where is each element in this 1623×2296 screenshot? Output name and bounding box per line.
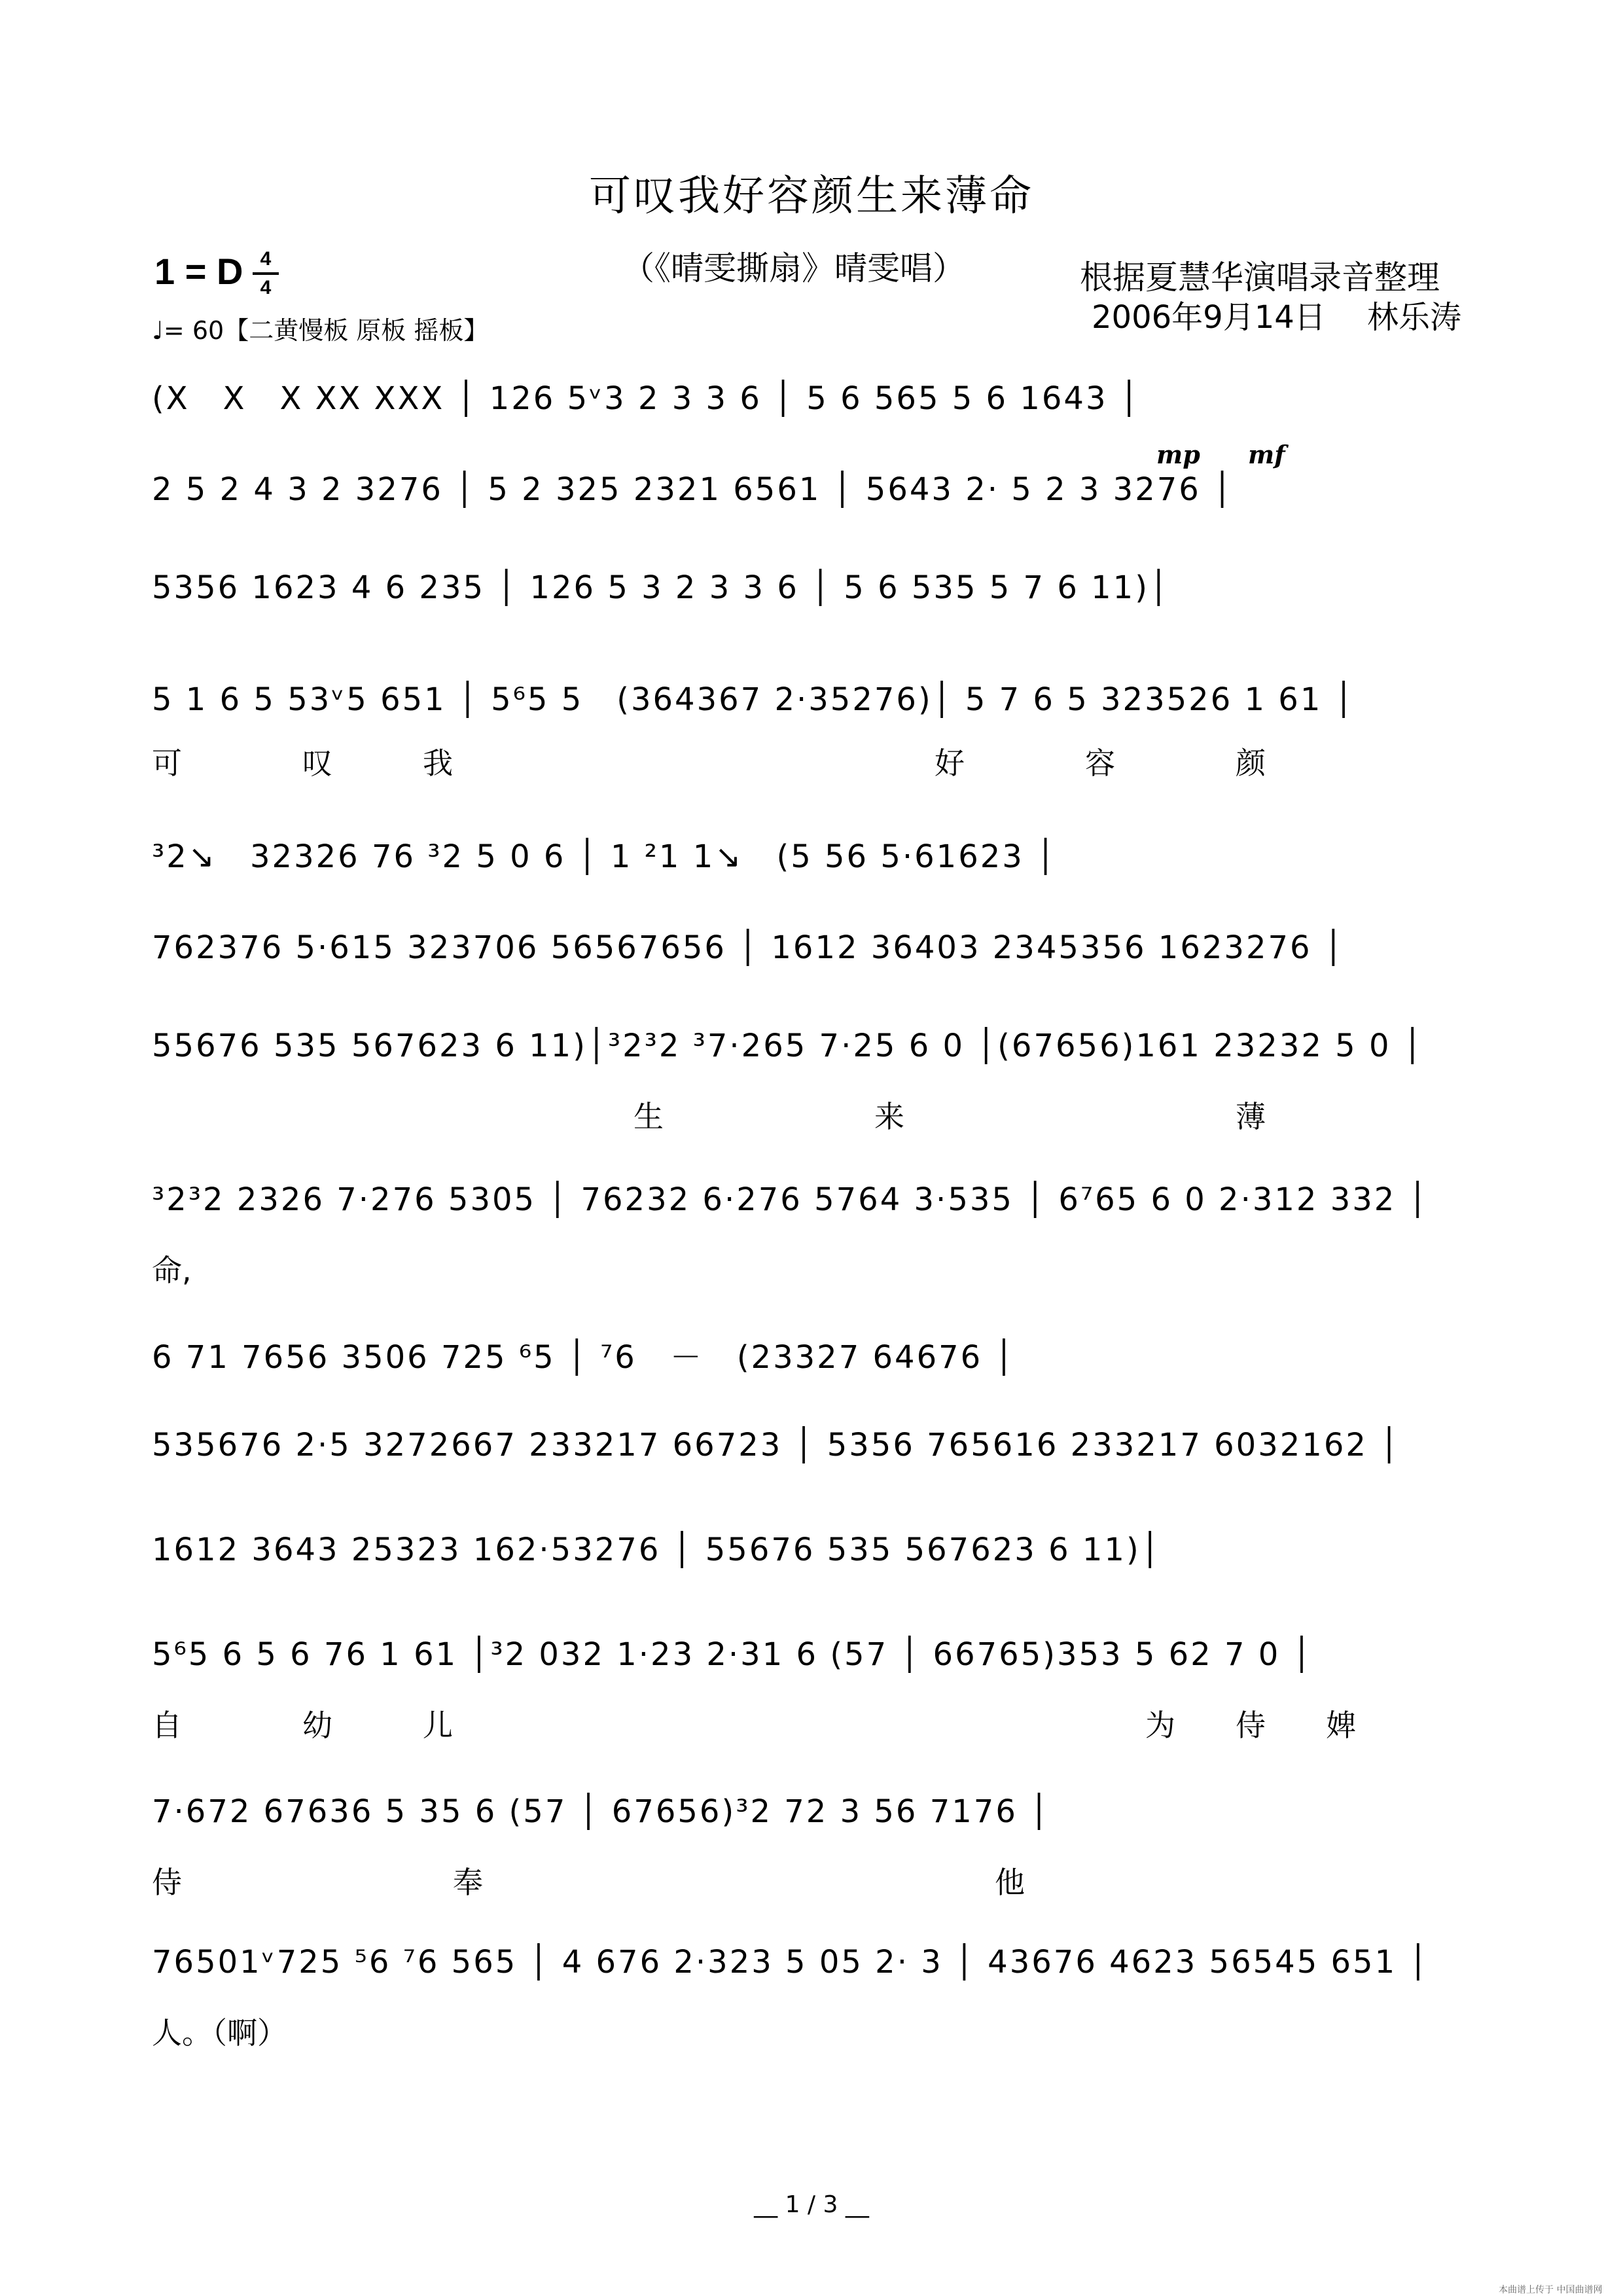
- jianpu-notes: 5 1 6 5 53ᵛ5 651 │ 5⁶5 5 (364367 2·35276)│ 5 7 6 5 323526 1 61 │: [152, 681, 1355, 718]
- page-number: __ 1 / 3 __: [754, 2191, 869, 2218]
- watermark-stamp: 本曲谱上传于 中国曲谱网: [1499, 2285, 1603, 2295]
- lyrics-line: 自 幼 儿 为 侍 婢: [152, 1708, 1356, 1743]
- lyrics-line: 侍 奉 他: [152, 1865, 1025, 1900]
- notation-line: [152, 1636, 1480, 1767]
- notation-line: [152, 1793, 1480, 1924]
- jianpu-notes: 2 5 2 4 3 2 3276 │ 5 2 325 2321 6561 │ 5643 2· 5 2 3 3276 │: [152, 471, 1234, 508]
- date-author: 2006年9月14日 林乐涛: [1092, 299, 1462, 336]
- jianpu-notes: 762376 5·615 323706 56567656 │ 1612 36403 2345356 1623276 │: [152, 929, 1345, 966]
- tempo-marking: ♩= 60【二黄慢板 原板 摇板】: [152, 316, 489, 345]
- page-number-text: 1 / 3: [785, 2191, 838, 2218]
- score-title: 可叹我好容颜生来薄命: [589, 172, 1034, 221]
- notation-line: [152, 1181, 1480, 1312]
- jianpu-notes: 5⁶5 6 5 6 76 1 61 │³2 032 1·23 2·31 6 (57 │ 66765)353 5 62 7 0 │: [152, 1636, 1313, 1673]
- dynamic-mp: mp: [1156, 440, 1200, 469]
- jianpu-notes: ³2³2 2326 7·276 5305 │ 76232 6·276 5764 3·535 │ 6⁷65 6 0 2·312 332 │: [152, 1181, 1429, 1218]
- time-signature-top: 4: [260, 248, 272, 270]
- jianpu-notes: 5356 1623 4 6 235 │ 126 5 3 2 3 3 6 │ 5 6 535 5 7 6 11)│: [152, 569, 1170, 606]
- jianpu-notes: 1612 3643 25323 162·53276 │ 55676 535 567623 6 11)│: [152, 1532, 1162, 1568]
- jianpu-notes: 76501ᵛ725 ⁵6 ⁷6 565 │ 4 676 2·323 5 05 2· 3 │ 43676 4623 56545 651 │: [152, 1944, 1430, 1981]
- jianpu-notes: 6 71 7656 3506 725 ⁶5 │ ⁷6 － (23327 64676 │: [152, 1339, 1016, 1376]
- notation-line: [152, 674, 1480, 805]
- time-signature-bottom: 4: [260, 277, 272, 298]
- jianpu-notes: (X X X XX XXX │ 126 5ᵛ3 2 3 3 6 │ 5 6 565 5 6 1643 │: [152, 380, 1141, 417]
- source-note: 根据夏慧华演唱录音整理: [1080, 259, 1440, 296]
- jianpu-notes: 7·672 67636 5 35 6 (57 │ 67656)³2 72 3 56 7176 │: [152, 1793, 1051, 1830]
- notation-line: [152, 1944, 1480, 2075]
- lyrics-line: 生 来 薄: [152, 1099, 1266, 1134]
- jianpu-notes: 55676 535 567623 6 11)│³2³2 ³7·265 7·25 6 0 │(67656)161 23232 5 0 │: [152, 1028, 1424, 1064]
- jianpu-notes: ³2↘ 32326 76 ³2 5 0 6 │ 1 ²1 1↘ (5 56 5·61623 │: [152, 838, 1057, 875]
- subtitle: （《晴雯撕扇》晴雯唱）: [622, 249, 965, 287]
- jianpu-notes: 535676 2·5 3272667 233217 66723 │ 5356 765616 233217 6032162 │: [152, 1427, 1401, 1463]
- lyrics-line: 命,: [152, 1253, 192, 1288]
- key-signature: 1 = D: [154, 251, 243, 292]
- lyrics-line: 可 叹 我 好 容 颜: [152, 745, 1266, 781]
- dynamic-mf: mf: [1248, 440, 1285, 469]
- lyrics-line: 人。（啊）: [152, 2015, 287, 2051]
- time-signature: [253, 247, 279, 300]
- notation-line: [152, 1028, 1480, 1158]
